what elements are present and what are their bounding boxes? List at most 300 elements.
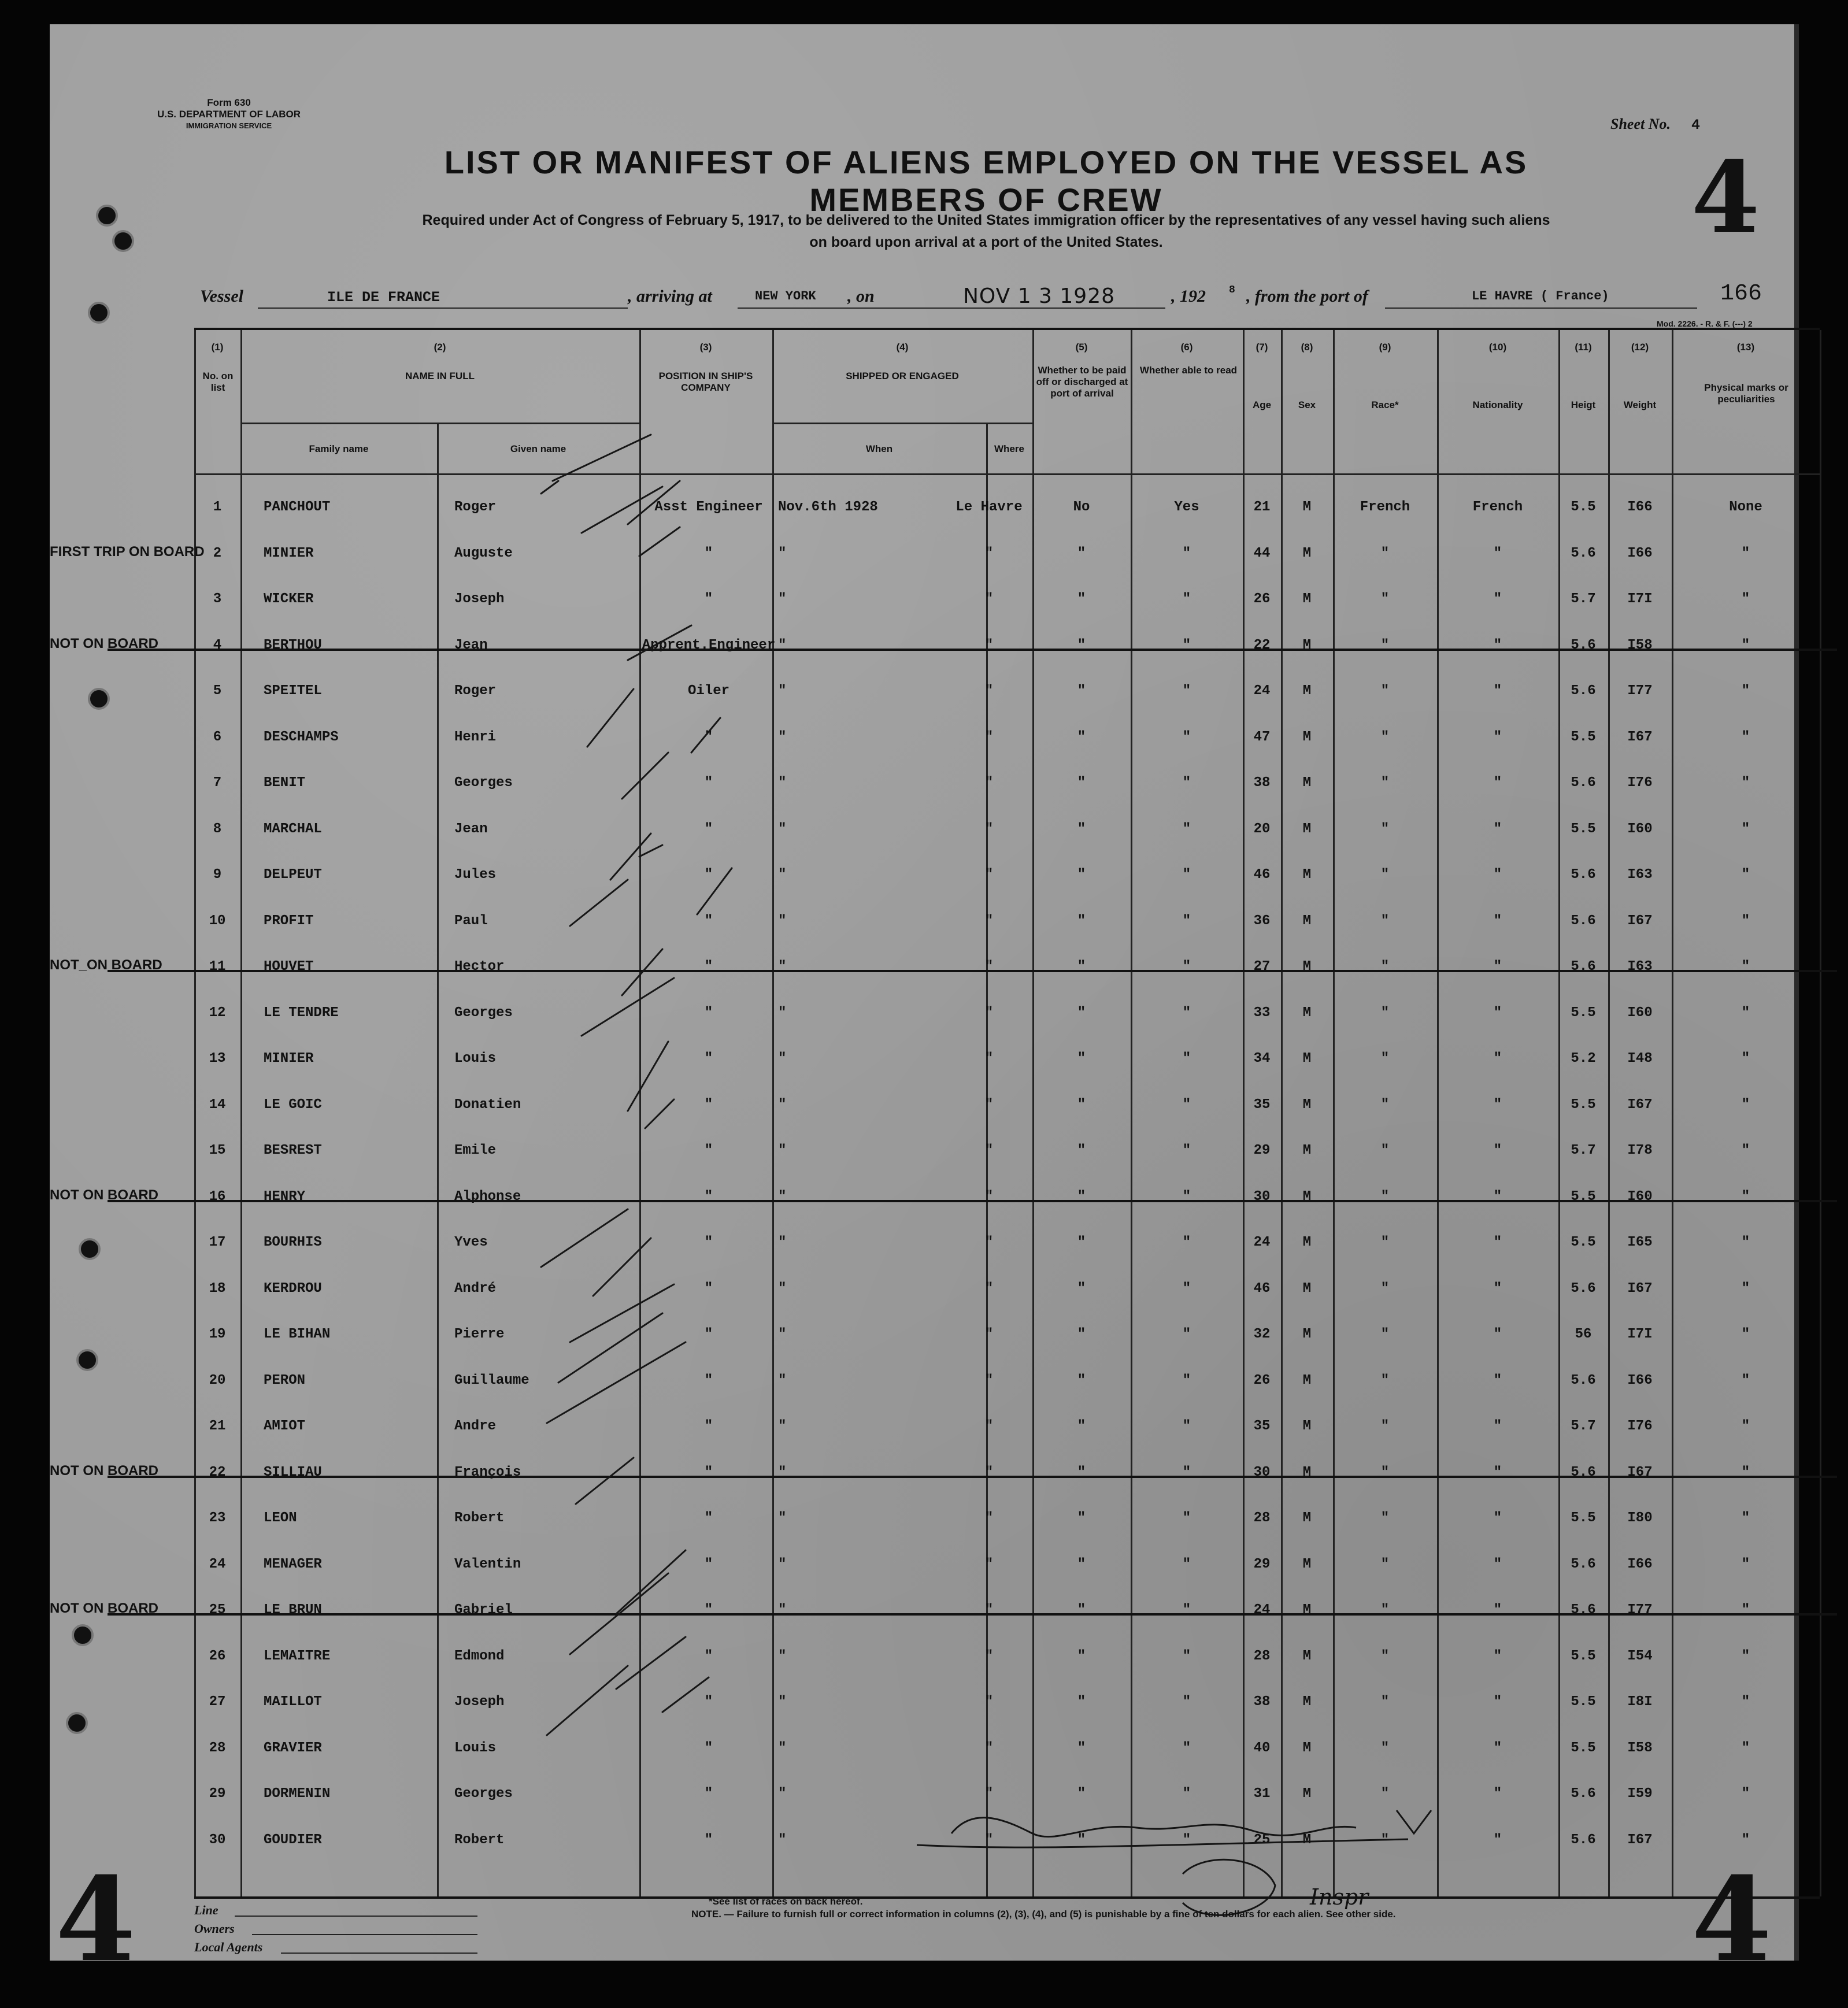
cell-where: " — [984, 1051, 994, 1066]
cell-given: André — [454, 1280, 497, 1296]
cell-height: 5.6 — [1571, 1464, 1596, 1480]
cell-no: 21 — [209, 1418, 226, 1434]
cell-paid: " — [1077, 1556, 1086, 1572]
cell-no: 8 — [213, 821, 222, 837]
margin-note: NOT ON BOARD — [50, 1462, 158, 1479]
cell-age: 32 — [1253, 1327, 1271, 1342]
cell-sex: M — [1302, 683, 1312, 699]
cell-when: " — [778, 637, 787, 653]
cell-read: " — [1182, 913, 1191, 929]
cell-race: " — [1380, 867, 1390, 883]
cell-sex: M — [1302, 1096, 1312, 1113]
cell-read: " — [1182, 1510, 1191, 1526]
cell-sex: M — [1302, 1602, 1312, 1618]
cell-when: " — [778, 913, 787, 929]
cell-age: 26 — [1253, 1372, 1271, 1388]
cell-marks: None — [1729, 499, 1762, 515]
cell-paid: " — [1077, 1096, 1086, 1113]
cell-height: 5.6 — [1571, 1786, 1596, 1802]
cell-no: 24 — [209, 1556, 226, 1572]
col-heading-marks: Physical marks or peculiarities — [1704, 382, 1788, 405]
cell-no: 27 — [209, 1694, 226, 1710]
cell-height: 5.2 — [1571, 1051, 1596, 1066]
cell-no: 30 — [209, 1832, 226, 1848]
cell-sex: M — [1302, 913, 1312, 929]
cell-race: " — [1380, 729, 1390, 745]
cell-read: " — [1182, 591, 1191, 607]
cell-weight: I7I — [1627, 1327, 1653, 1342]
cell-read: " — [1182, 1418, 1191, 1434]
cell-height: 5.6 — [1571, 1372, 1596, 1388]
footnote-penalty: NOTE. — Failure to furnish full or correct information in columns (2), (3), (4), and (5) is punishable by a fine of ten dollars for each alien. See other side. — [691, 1909, 1396, 1920]
cell-when: " — [778, 775, 787, 791]
cell-nat: " — [1493, 1372, 1502, 1388]
department-name: U.S. DEPARTMENT OF LABOR — [157, 109, 301, 120]
cell-family: LEMAITRE — [264, 1648, 331, 1664]
col-number: (12) — [1631, 342, 1649, 353]
cell-height: 5.5 — [1571, 499, 1596, 515]
cell-weight: I80 — [1627, 1510, 1653, 1526]
cell-where: " — [984, 1188, 994, 1205]
cell-read: " — [1182, 959, 1191, 975]
cell-when: " — [778, 545, 787, 561]
cell-sex: M — [1302, 729, 1312, 745]
cell-given: Joseph — [454, 591, 505, 607]
cell-given: Guillaume — [454, 1372, 529, 1388]
cell-position: " — [704, 1372, 713, 1388]
cell-family: LE TENDRE — [264, 1005, 339, 1021]
cell-read: " — [1182, 1464, 1191, 1480]
cell-sex: M — [1302, 545, 1312, 561]
cell-family: DESCHAMPS — [264, 729, 339, 745]
cell-nat: " — [1493, 1510, 1502, 1526]
cell-paid: " — [1077, 867, 1086, 883]
footer-fill-line — [252, 1934, 477, 1935]
cell-paid: " — [1077, 1510, 1086, 1526]
cell-age: 35 — [1253, 1096, 1271, 1113]
footer-fill-line — [235, 1916, 477, 1917]
cell-position: " — [704, 1327, 713, 1342]
cell-marks: " — [1741, 1280, 1750, 1296]
cell-sex: M — [1302, 1464, 1312, 1480]
cell-where: " — [984, 913, 994, 929]
cell-nat: " — [1493, 1280, 1502, 1296]
from-label: , from the port of — [1246, 287, 1368, 306]
cell-height: 5.6 — [1571, 1832, 1596, 1848]
cell-where: " — [984, 1556, 994, 1572]
cell-race: " — [1380, 683, 1390, 699]
cell-age: 33 — [1253, 1005, 1271, 1021]
cell-age: 38 — [1253, 1694, 1271, 1710]
cell-given: Louis — [454, 1740, 497, 1756]
cell-sex: M — [1302, 1327, 1312, 1342]
cell-family: BOURHIS — [264, 1235, 322, 1250]
cell-marks: " — [1741, 729, 1750, 745]
cell-when: " — [778, 1740, 787, 1756]
cell-given: Louis — [454, 1051, 497, 1066]
cell-height: 5.6 — [1571, 913, 1596, 929]
col-number: (1) — [211, 342, 224, 353]
cell-marks: " — [1741, 1694, 1750, 1710]
cell-where: " — [984, 1510, 994, 1526]
cell-no: 3 — [213, 591, 222, 607]
cell-when: " — [778, 1648, 787, 1664]
service-name: IMMIGRATION SERVICE — [186, 121, 272, 130]
cell-no: 13 — [209, 1051, 226, 1066]
cell-race: " — [1380, 1005, 1390, 1021]
cell-paid: " — [1077, 1694, 1086, 1710]
cell-nat: " — [1493, 683, 1502, 699]
cell-no: 14 — [209, 1096, 226, 1113]
cell-no: 16 — [209, 1188, 226, 1205]
cell-age: 29 — [1253, 1143, 1271, 1158]
cell-height: 5.5 — [1571, 1648, 1596, 1664]
col-heading-paid-off: Whether to be paid off or discharged at port of arrival — [1036, 365, 1128, 399]
cell-age: 47 — [1253, 729, 1271, 745]
cell-age: 21 — [1253, 499, 1271, 515]
cell-nat: " — [1493, 1096, 1502, 1113]
cell-no: 17 — [209, 1235, 226, 1250]
cell-sex: M — [1302, 637, 1312, 653]
cell-where: " — [984, 1096, 994, 1113]
cell-no: 1 — [213, 499, 222, 515]
cell-read: " — [1182, 1832, 1191, 1848]
cell-no: 2 — [213, 545, 222, 561]
cell-when: " — [778, 1005, 787, 1021]
cell-no: 11 — [209, 959, 226, 975]
col-heading-name: NAME IN FULL — [405, 371, 475, 381]
cell-nat: " — [1493, 545, 1502, 561]
cell-no: 26 — [209, 1648, 226, 1664]
col-number: (4) — [896, 342, 909, 353]
cell-weight: I59 — [1627, 1786, 1653, 1802]
cell-family: SPEITEL — [264, 683, 322, 699]
cell-position: " — [704, 591, 713, 607]
cell-given: Robert — [454, 1832, 505, 1848]
cell-weight: I54 — [1627, 1648, 1653, 1664]
cell-where: " — [984, 545, 994, 561]
cell-no: 18 — [209, 1280, 226, 1296]
cell-given: Auguste — [454, 545, 513, 561]
cell-age: 22 — [1253, 637, 1271, 653]
cell-weight: I66 — [1627, 499, 1653, 515]
sheet-number: 4 — [1691, 117, 1701, 134]
cell-family: BESREST — [264, 1143, 322, 1158]
cell-no: 19 — [209, 1327, 226, 1342]
col-number: (8) — [1301, 342, 1313, 353]
cell-weight: I63 — [1627, 959, 1653, 975]
subtitle-line-1: Required under Act of Congress of February 5, 1917, to be delivered to the United States immigration officer by the representatives of any vessel having such aliens — [422, 212, 1550, 228]
cell-age: 26 — [1253, 591, 1271, 607]
sheet-label: Sheet No. — [1610, 116, 1671, 132]
cell-given: Hector — [454, 959, 505, 975]
cell-where: " — [984, 637, 994, 653]
cell-family: MINIER — [264, 1051, 314, 1066]
cell-nat: " — [1493, 959, 1502, 975]
cell-family: BERTHOU — [264, 637, 322, 653]
cell-marks: " — [1741, 1235, 1750, 1250]
col-heading-nationality: Nationality — [1472, 399, 1523, 410]
cell-position: " — [704, 1188, 713, 1205]
cell-no: 22 — [209, 1464, 226, 1480]
cell-age: 38 — [1253, 775, 1271, 791]
cell-race: " — [1380, 775, 1390, 791]
cell-read: " — [1182, 683, 1191, 699]
cell-position: " — [704, 1832, 713, 1848]
vessel-name: ILE DE FRANCE — [327, 289, 440, 306]
cell-age: 46 — [1253, 867, 1271, 883]
cell-no: 6 — [213, 729, 222, 745]
col-heading-height: Heigt — [1571, 399, 1596, 410]
cell-marks: " — [1741, 1464, 1750, 1480]
cell-read: " — [1182, 867, 1191, 883]
cell-nat: " — [1493, 1143, 1502, 1158]
cell-race: " — [1380, 1051, 1390, 1066]
cell-given: Joseph — [454, 1694, 505, 1710]
cell-height: 5.6 — [1571, 1602, 1596, 1618]
cell-age: 24 — [1253, 683, 1271, 699]
cell-paid: " — [1077, 1464, 1086, 1480]
cell-marks: " — [1741, 867, 1750, 883]
cell-family: MARCHAL — [264, 821, 322, 837]
cell-given: Alphonse — [454, 1188, 521, 1205]
cell-given: Georges — [454, 775, 513, 791]
cell-no: 7 — [213, 775, 222, 791]
cell-marks: " — [1741, 591, 1750, 607]
cell-age: 30 — [1253, 1464, 1271, 1480]
cell-weight: I60 — [1627, 1188, 1653, 1205]
cell-height: 5.6 — [1571, 683, 1596, 699]
cell-marks: " — [1741, 1372, 1750, 1388]
cell-paid: " — [1077, 591, 1086, 607]
cell-race: " — [1380, 1602, 1390, 1618]
cell-sex: M — [1302, 1188, 1312, 1205]
cell-when: " — [778, 683, 787, 699]
col-heading-race: Race* — [1371, 399, 1399, 410]
col-number: (11) — [1575, 342, 1592, 353]
cell-paid: " — [1077, 913, 1086, 929]
cell-height: 5.6 — [1571, 637, 1596, 653]
cell-paid: " — [1077, 1143, 1086, 1158]
cell-nat: " — [1493, 821, 1502, 837]
cell-read: " — [1182, 1327, 1191, 1342]
cell-nat: " — [1493, 591, 1502, 607]
cell-position: Apprent.Engineer — [642, 637, 776, 653]
cell-marks: " — [1741, 1740, 1750, 1756]
cell-sex: M — [1302, 1051, 1312, 1066]
cell-where: " — [984, 1280, 994, 1296]
cell-given: Roger — [454, 683, 497, 699]
cell-read: " — [1182, 1740, 1191, 1756]
margin-note: NOT ON BOARD — [50, 635, 158, 651]
cell-paid: " — [1077, 1418, 1086, 1434]
cell-sex: M — [1302, 1510, 1312, 1526]
cell-read: " — [1182, 821, 1191, 837]
vessel-label: Vessel — [200, 287, 243, 306]
cell-given: Paul — [454, 913, 488, 929]
cell-height: 5.5 — [1571, 1235, 1596, 1250]
cell-age: 46 — [1253, 1280, 1271, 1296]
cell-sex: M — [1302, 867, 1312, 883]
footer-owners-label: Owners — [194, 1921, 235, 1936]
cell-position: " — [704, 775, 713, 791]
cell-race: " — [1380, 1786, 1390, 1802]
cell-read: " — [1182, 545, 1191, 561]
cell-age: 31 — [1253, 1786, 1271, 1802]
cell-when: " — [778, 1327, 787, 1342]
cell-weight: I67 — [1627, 1832, 1653, 1848]
cell-height: 5.7 — [1571, 1143, 1596, 1158]
col-heading-sex: Sex — [1298, 399, 1316, 410]
manifest-sheet — [50, 24, 1799, 1988]
cell-nat: " — [1493, 1327, 1502, 1342]
cell-weight: I67 — [1627, 1280, 1653, 1296]
cell-family: LE BRUN — [264, 1602, 322, 1618]
col-number: (13) — [1736, 342, 1755, 353]
col-heading-family: Family name — [309, 443, 369, 454]
cell-family: MINIER — [264, 545, 314, 561]
cell-sex: M — [1302, 1143, 1312, 1158]
cell-given: Pierre — [454, 1327, 505, 1342]
cell-no: 15 — [209, 1143, 226, 1158]
cell-marks: " — [1741, 1327, 1750, 1342]
margin-note: FIRST TRIP ON BOARD — [50, 543, 205, 560]
cell-where: " — [984, 683, 994, 699]
cell-weight: I77 — [1627, 683, 1653, 699]
on-label: , on — [847, 287, 875, 306]
cell-when: " — [778, 821, 787, 837]
cell-paid: No — [1073, 499, 1090, 515]
cell-sex: M — [1302, 821, 1312, 837]
cell-read: " — [1182, 1188, 1191, 1205]
cell-paid: " — [1077, 1280, 1086, 1296]
cell-race: " — [1380, 637, 1390, 653]
cell-where: " — [984, 1418, 994, 1434]
cell-family: MAILLOT — [264, 1694, 322, 1710]
cell-when: " — [778, 1051, 787, 1066]
cell-family: WICKER — [264, 591, 314, 607]
cell-family: GRAVIER — [264, 1740, 322, 1756]
cell-position: " — [704, 1418, 713, 1434]
cell-read: " — [1182, 1602, 1191, 1618]
cell-weight: I60 — [1627, 821, 1653, 837]
cell-weight: I58 — [1627, 1740, 1653, 1756]
page-number: 166 — [1720, 281, 1762, 307]
cell-paid: " — [1077, 729, 1086, 745]
footer-fill-line — [281, 1953, 477, 1954]
col-heading-weight: Weight — [1623, 399, 1657, 410]
cell-height: 56 — [1575, 1327, 1592, 1342]
cell-when: " — [778, 1143, 787, 1158]
cell-race: " — [1380, 1464, 1390, 1480]
cell-no: 12 — [209, 1005, 226, 1021]
cell-position: " — [704, 821, 713, 837]
cell-sex: M — [1302, 1235, 1312, 1250]
col-number: (3) — [699, 342, 712, 353]
cell-marks: " — [1741, 821, 1750, 837]
cell-when: " — [778, 867, 787, 883]
cell-no: 10 — [209, 913, 226, 929]
cell-nat: " — [1493, 1832, 1502, 1848]
cell-height: 5.5 — [1571, 729, 1596, 745]
cell-marks: " — [1741, 1602, 1750, 1618]
cell-weight: I66 — [1627, 1556, 1653, 1572]
cell-sex: M — [1302, 1648, 1312, 1664]
cell-family: LEON — [264, 1510, 297, 1526]
cell-read: " — [1182, 1786, 1191, 1802]
cell-read: " — [1182, 1694, 1191, 1710]
cell-position: Oiler — [687, 683, 729, 699]
cell-race: " — [1380, 1832, 1390, 1848]
col-heading-read: Whether able to read — [1139, 365, 1238, 376]
cell-nat: " — [1493, 775, 1502, 791]
cell-marks: " — [1741, 545, 1750, 561]
cell-race: " — [1380, 1556, 1390, 1572]
cell-age: 35 — [1253, 1418, 1271, 1434]
cell-family: DELPEUT — [264, 867, 322, 883]
cell-race: " — [1380, 1740, 1390, 1756]
cell-when: " — [778, 1372, 787, 1388]
cell-paid: " — [1077, 1602, 1086, 1618]
cell-height: 5.5 — [1571, 821, 1596, 837]
cell-height: 5.7 — [1571, 1418, 1596, 1434]
cell-no: 25 — [209, 1602, 226, 1618]
cell-weight: I67 — [1627, 1096, 1653, 1113]
cell-no: 5 — [213, 683, 222, 699]
cell-race: " — [1380, 1372, 1390, 1388]
cell-age: 29 — [1253, 1556, 1271, 1572]
cell-given: Emile — [454, 1143, 497, 1158]
cell-marks: " — [1741, 1832, 1750, 1848]
cell-paid: " — [1077, 637, 1086, 653]
cell-nat: " — [1493, 1051, 1502, 1066]
cell-weight: I8I — [1627, 1694, 1653, 1710]
col-heading-when: When — [865, 443, 893, 454]
col-rule — [1820, 330, 1821, 1896]
cell-position: " — [704, 1556, 713, 1572]
cell-age: 24 — [1253, 1235, 1271, 1250]
cell-nat: " — [1493, 1648, 1502, 1664]
cell-when: " — [778, 1188, 787, 1205]
cell-sex: M — [1302, 775, 1312, 791]
cell-position: " — [704, 1464, 713, 1480]
cell-weight: I76 — [1627, 1418, 1653, 1434]
cell-marks: " — [1741, 1418, 1750, 1434]
cell-race: " — [1380, 1510, 1390, 1526]
handwritten-checkmarks — [50, 24, 1794, 1961]
cell-when: " — [778, 1510, 787, 1526]
cell-height: 5.5 — [1571, 1096, 1596, 1113]
cell-read: " — [1182, 729, 1191, 745]
cell-position: " — [704, 1602, 713, 1618]
cell-position: " — [704, 1694, 713, 1710]
cell-position: " — [704, 867, 713, 883]
cell-age: 30 — [1253, 1188, 1271, 1205]
cell-when: " — [778, 1235, 787, 1250]
cell-race: " — [1380, 1188, 1390, 1205]
cell-marks: " — [1741, 1556, 1750, 1572]
cell-given: Donatien — [454, 1096, 521, 1113]
manifest-title: LIST OR MANIFEST OF ALIENS EMPLOYED ON THE VESSEL AS MEMBERS OF CREW — [444, 144, 1528, 218]
cell-race: " — [1380, 913, 1390, 929]
form-number: Form 630 — [207, 97, 251, 108]
cell-given: Georges — [454, 1786, 513, 1802]
cell-read: " — [1182, 1235, 1191, 1250]
cell-when: " — [778, 591, 787, 607]
cell-height: 5.5 — [1571, 1510, 1596, 1526]
cell-family: LE BIHAN — [264, 1327, 331, 1342]
cell-sex: M — [1302, 1556, 1312, 1572]
